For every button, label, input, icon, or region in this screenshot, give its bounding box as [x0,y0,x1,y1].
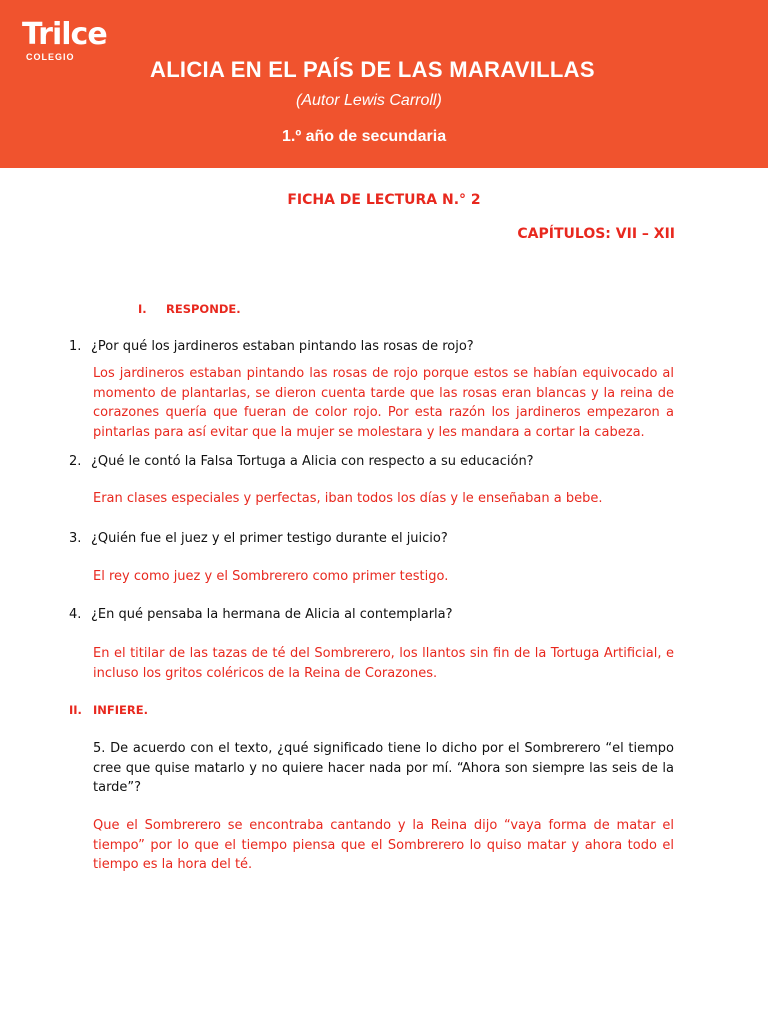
question-number: 4. [69,607,82,622]
question-text: ¿Quién fue el juez y el primer testigo durante el juicio? [91,531,448,546]
header-banner [0,0,768,168]
question-number: 2. [69,454,82,469]
question-4 [69,605,674,624]
section-number: II. [69,703,82,717]
trilce-logo [22,18,107,62]
answer-2: Eran clases especiales y perfectas, iban todos los días y le enseñaban a bebe. [93,491,603,506]
question-text: ¿Qué le contó la Falsa Tortuga a Alicia con respecto a su educación? [91,454,534,469]
book-title: ALICIA EN EL PAÍS DE LAS MARAVILLAS [150,57,595,82]
question-2 [69,452,674,471]
answer-5: Que el Sombrerero se encontraba cantando y la Reina dijo “vaya forma de matar el tiempo” por lo que el tiempo piensa que el Sombrerero lo quiso matar y ahora todo el tiempo es la hora del té. [93,818,674,872]
question-number: 1. [69,339,82,354]
question-text: ¿En qué pensaba la hermana de Alicia al contemplarla? [91,607,453,622]
book-author: (Autor Lewis Carroll) [296,92,442,109]
logo-subtitle: COLEGIO [26,52,75,62]
question-1 [69,337,674,356]
chapters-label: CAPÍTULOS: VII – XII [517,226,675,242]
answer-4: En el titilar de las tazas de té del Sombrerero, los llantos sin fin de la Tortuga Artificial, e incluso los gritos coléricos de la Reina de Corazones. [93,646,674,681]
section-label: RESPONDE. [166,302,241,316]
logo-brand: Trilce [22,17,107,52]
question-3 [69,529,674,548]
section-label: INFIERE. [93,703,148,717]
worksheet-title: FICHA DE LECTURA N.° 2 [287,192,481,208]
answer-1: Los jardineros estaban pintando las rosas de rojo porque estos se habían equivocado al momento de plantarlas, se dieron cuenta tarde que las rosas eran blancas y la reina de corazones quería que fueran de color rojo. Por esta razón los jardineros empezaron a pintarlas para así evitar que la mujer se molestara y les mandara a cortar la cabeza. [93,366,674,440]
answer-3: El rey como juez y el Sombrerero como primer testigo. [93,569,449,584]
section-infiere [69,703,148,717]
question-5: 5. De acuerdo con el texto, ¿qué significado tiene lo dicho por el Sombrerero “el tiempo cree que quise matarlo y no quiere hacer nada por mí. “Ahora son siempre las seis de la tarde”? [93,741,674,795]
question-text: ¿Por qué los jardineros estaban pintando las rosas de rojo? [91,339,474,354]
section-number: I. [138,302,147,316]
question-number: 3. [69,531,82,546]
grade-level: 1.º año de secundaria [282,128,447,145]
section-responde [138,302,241,316]
